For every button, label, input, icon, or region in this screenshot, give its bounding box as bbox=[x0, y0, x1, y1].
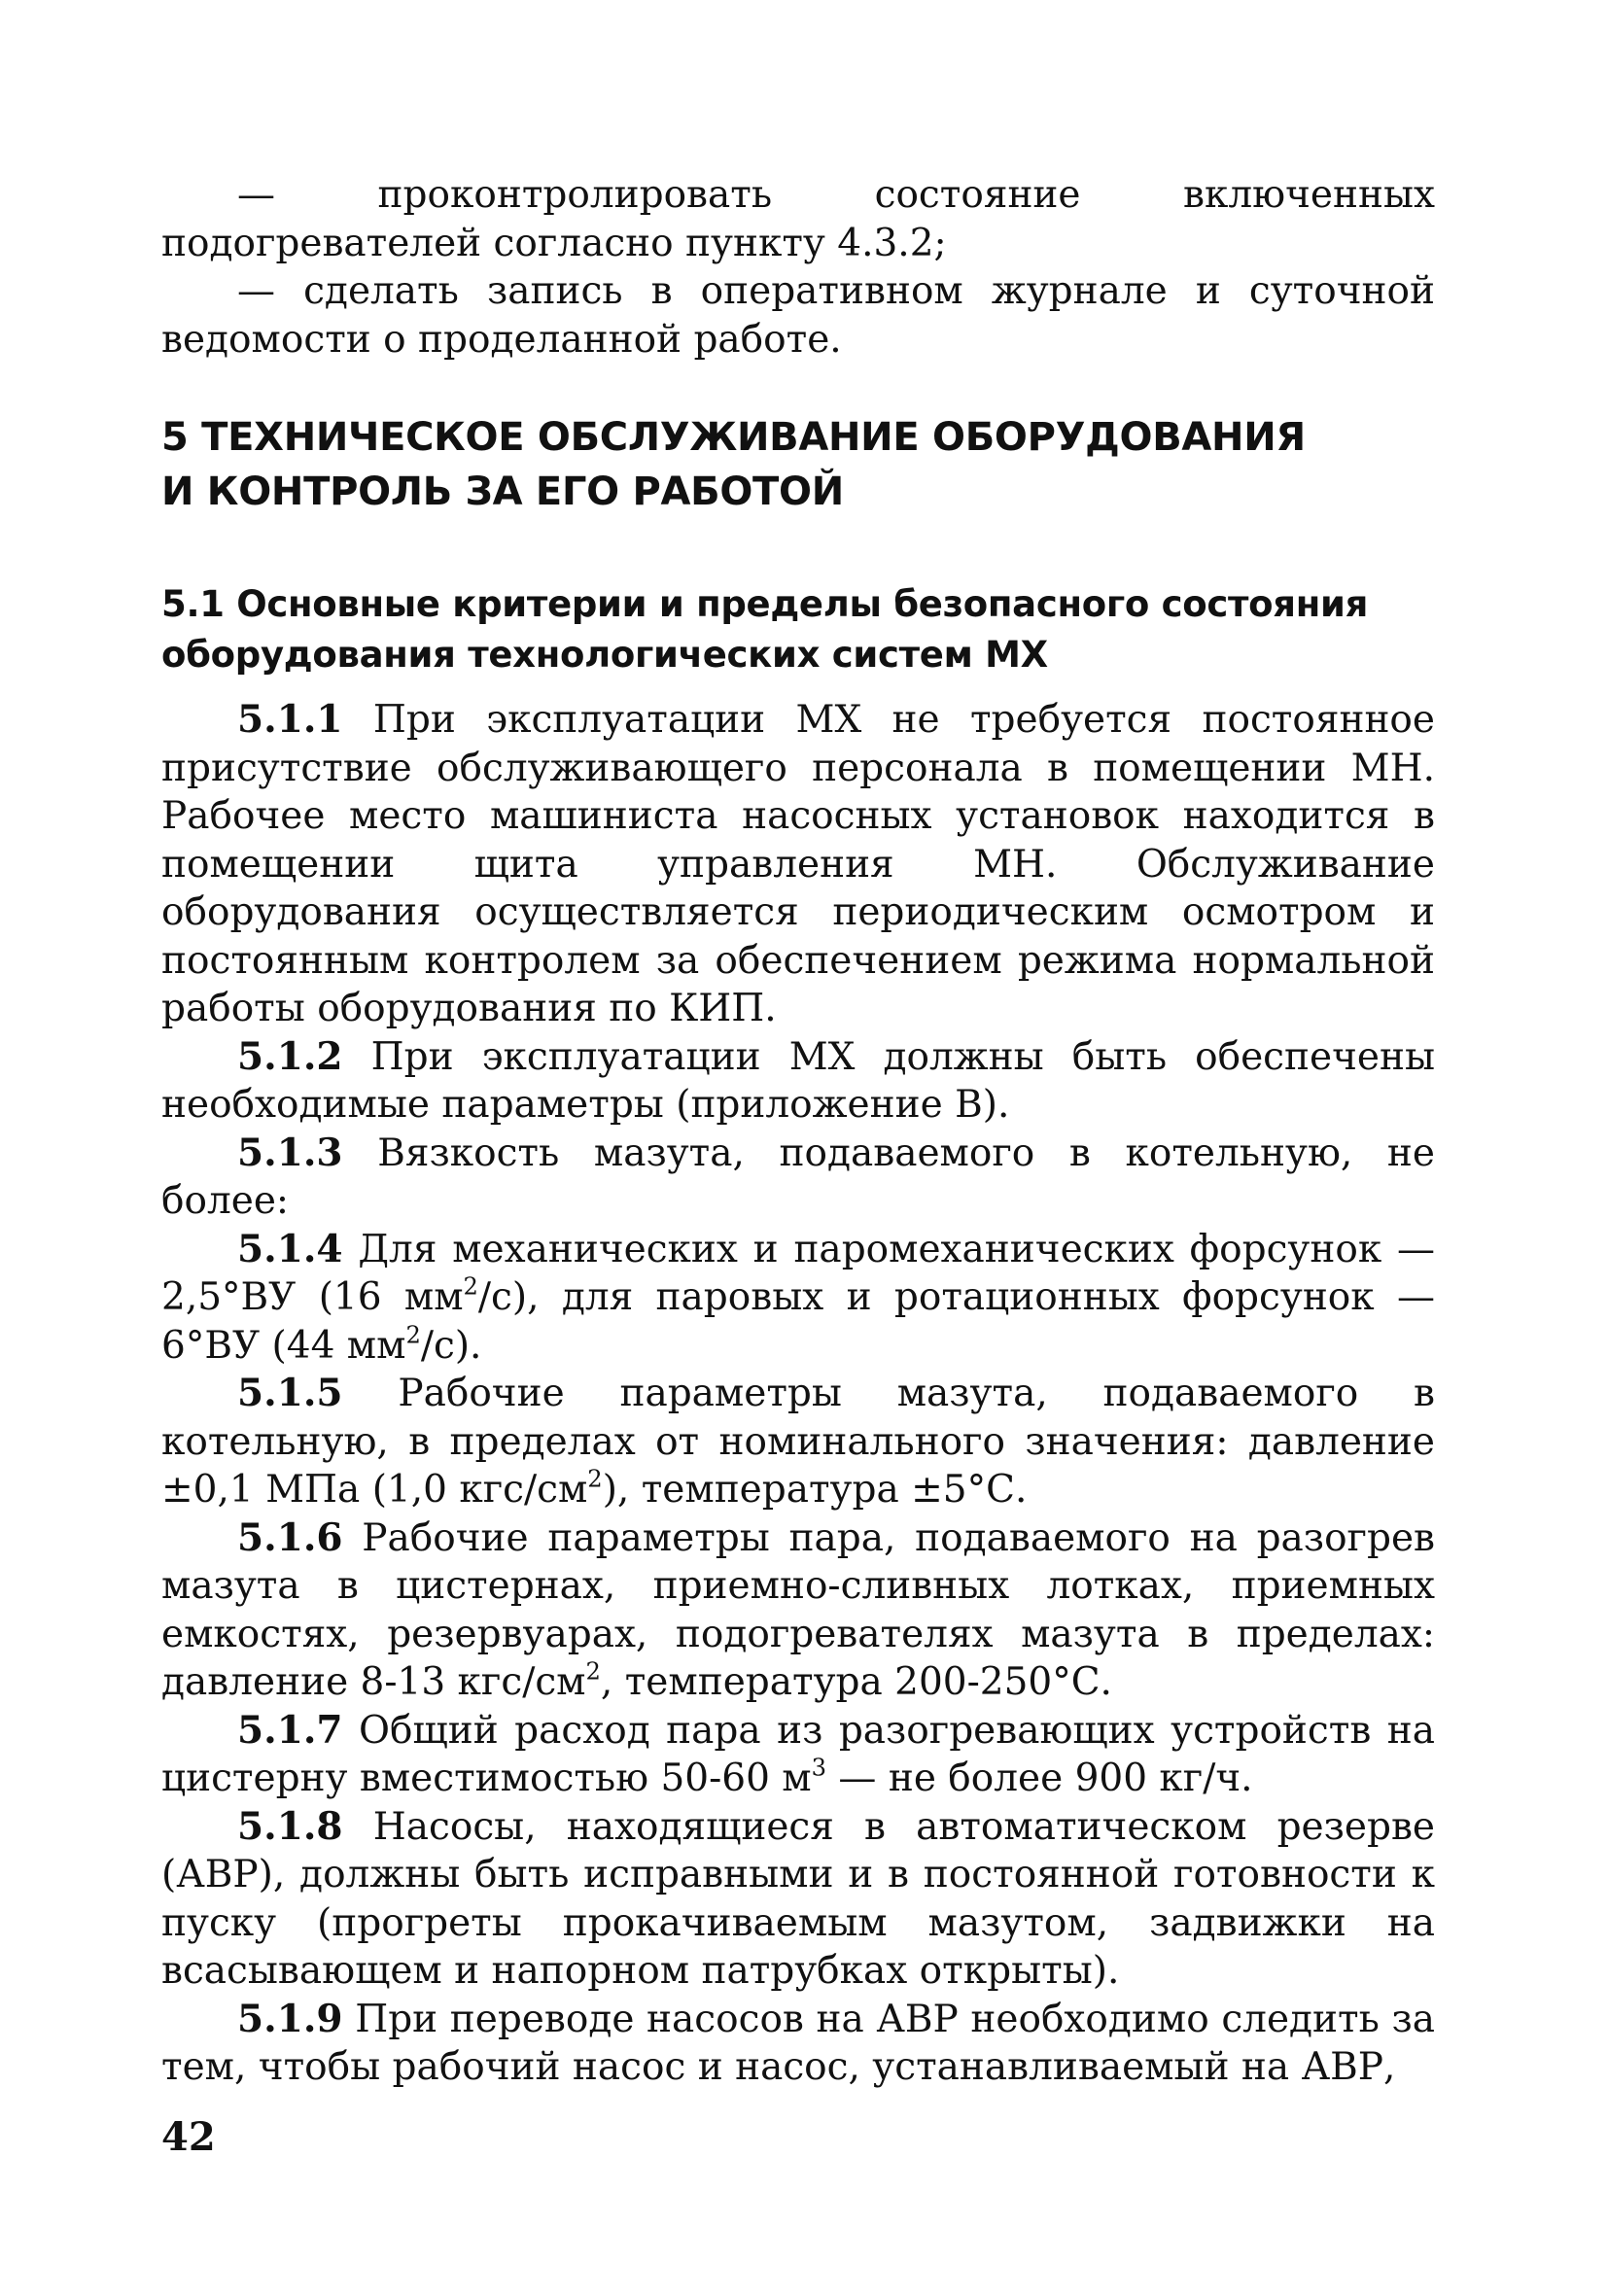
paragraph-text: — не более 900 кг/ч. bbox=[826, 1757, 1253, 1800]
list-item-log-entry: — сделать запись в оперативном журнале и суточной ведомости о проделанной работе. bbox=[161, 269, 1435, 362]
paragraph-text: ), температура ±5°С. bbox=[602, 1468, 1028, 1512]
paragraph-text: Общий расход пара из разогревающих устройств на цистерну вместимостью 50-60 м bbox=[161, 1708, 1435, 1800]
subsection-heading bbox=[161, 579, 1435, 680]
paragraph-5-1-2 bbox=[161, 1033, 1435, 1130]
paragraph-text: /с), для паровых и ротационных форсунок — 6°ВУ (44 мм bbox=[161, 1275, 1435, 1368]
page-content bbox=[161, 171, 1435, 2092]
paragraph-text: , температура 200-250°С. bbox=[600, 1660, 1112, 1704]
paragraph-text: Вязкость мазута, подаваемого в котельную, не более: bbox=[161, 1131, 1435, 1223]
clause-number: 5.1.8 bbox=[237, 1803, 343, 1849]
list-item-check-heaters: — проконтролировать состояние включенных подогревателей согласно пункту 4.3.2; bbox=[161, 173, 1435, 265]
superscript: 2 bbox=[463, 1272, 478, 1301]
paragraph-text: Насосы, находящиеся в автоматическом резерве (АВР), должны быть исправными и в постоянной готовности к пуску (прогреты прокачиваемым мазутом, задвижки на всасывающем и напорном патрубках открыты). bbox=[161, 1804, 1435, 1993]
clause-number: 5.1.7 bbox=[237, 1707, 343, 1753]
superscript: 2 bbox=[405, 1320, 421, 1348]
clause-number: 5.1.6 bbox=[237, 1514, 343, 1560]
paragraph-5-1-9 bbox=[161, 1996, 1435, 2092]
subsection-heading-line-2: оборудования технологических систем МХ bbox=[161, 634, 1048, 676]
paragraph-5-1-7 bbox=[161, 1707, 1435, 1803]
paragraph-text: /с). bbox=[420, 1323, 482, 1368]
subsection-heading-line-1: 5.1 Основные критерии и пределы безопасного состояния bbox=[161, 583, 1369, 625]
clause-number: 5.1.2 bbox=[237, 1033, 343, 1079]
section-heading-line-2: И КОНТРОЛЬ ЗА ЕГО РАБОТОЙ bbox=[161, 470, 844, 514]
paragraph-5-1-3 bbox=[161, 1130, 1435, 1226]
paragraph-text: Рабочие параметры мазута, подаваемого в котельную, в пределах от номинального значения: давление ±0,1 МПа (1,0 кгс/см bbox=[161, 1372, 1435, 1512]
clause-number: 5.1.3 bbox=[237, 1130, 343, 1175]
section-heading-line-1: 5 ТЕХНИЧЕСКОЕ ОБСЛУЖИВАНИЕ ОБОРУДОВАНИЯ bbox=[161, 415, 1306, 460]
paragraph-5-1-6 bbox=[161, 1514, 1435, 1707]
paragraph-text: При эксплуатации МХ должны быть обеспечены необходимые параметры (приложение В). bbox=[161, 1034, 1435, 1127]
superscript: 3 bbox=[811, 1754, 827, 1782]
paragraph-5-1-8 bbox=[161, 1803, 1435, 1996]
paragraph-5-1-1 bbox=[161, 696, 1435, 1033]
superscript: 2 bbox=[585, 1657, 601, 1686]
page-number: 42 bbox=[161, 2114, 216, 2160]
clause-number: 5.1.4 bbox=[237, 1226, 343, 1271]
clause-number: 5.1.5 bbox=[237, 1371, 343, 1415]
paragraph-text: Для механических и паромеханических форсунок — 2,5°ВУ (16 мм bbox=[161, 1227, 1435, 1319]
paragraph-text: При переводе насосов на АВР необходимо следить за тем, чтобы рабочий насос и насос, устанавливаемый на АВР, bbox=[161, 1997, 1435, 2089]
paragraph-5-1-4 bbox=[161, 1226, 1435, 1371]
paragraph-text: Рабочие параметры пара, подаваемого на разогрев мазута в цистернах, приемно-сливных лотках, приемных емкостях, резервуарах, подогревателях мазута в пределах: давление 8-13 кгс/см bbox=[161, 1515, 1435, 1704]
clause-number: 5.1.9 bbox=[237, 1996, 343, 2041]
paragraph-5-1-5 bbox=[161, 1370, 1435, 1514]
section-heading bbox=[161, 410, 1435, 519]
superscript: 2 bbox=[587, 1465, 603, 1493]
paragraph-text: При эксплуатации МХ не требуется постоянное присутствие обслуживающего персонала в помещении МН. Рабочее место машиниста насосных установок находится в помещении щита управления МН. Обслуживание оборудования осуществляется периодическим осмотром и постоянным контролем за обеспечением режима нормальной работы оборудования по КИП. bbox=[161, 698, 1435, 1030]
clause-number: 5.1.1 bbox=[237, 697, 343, 742]
